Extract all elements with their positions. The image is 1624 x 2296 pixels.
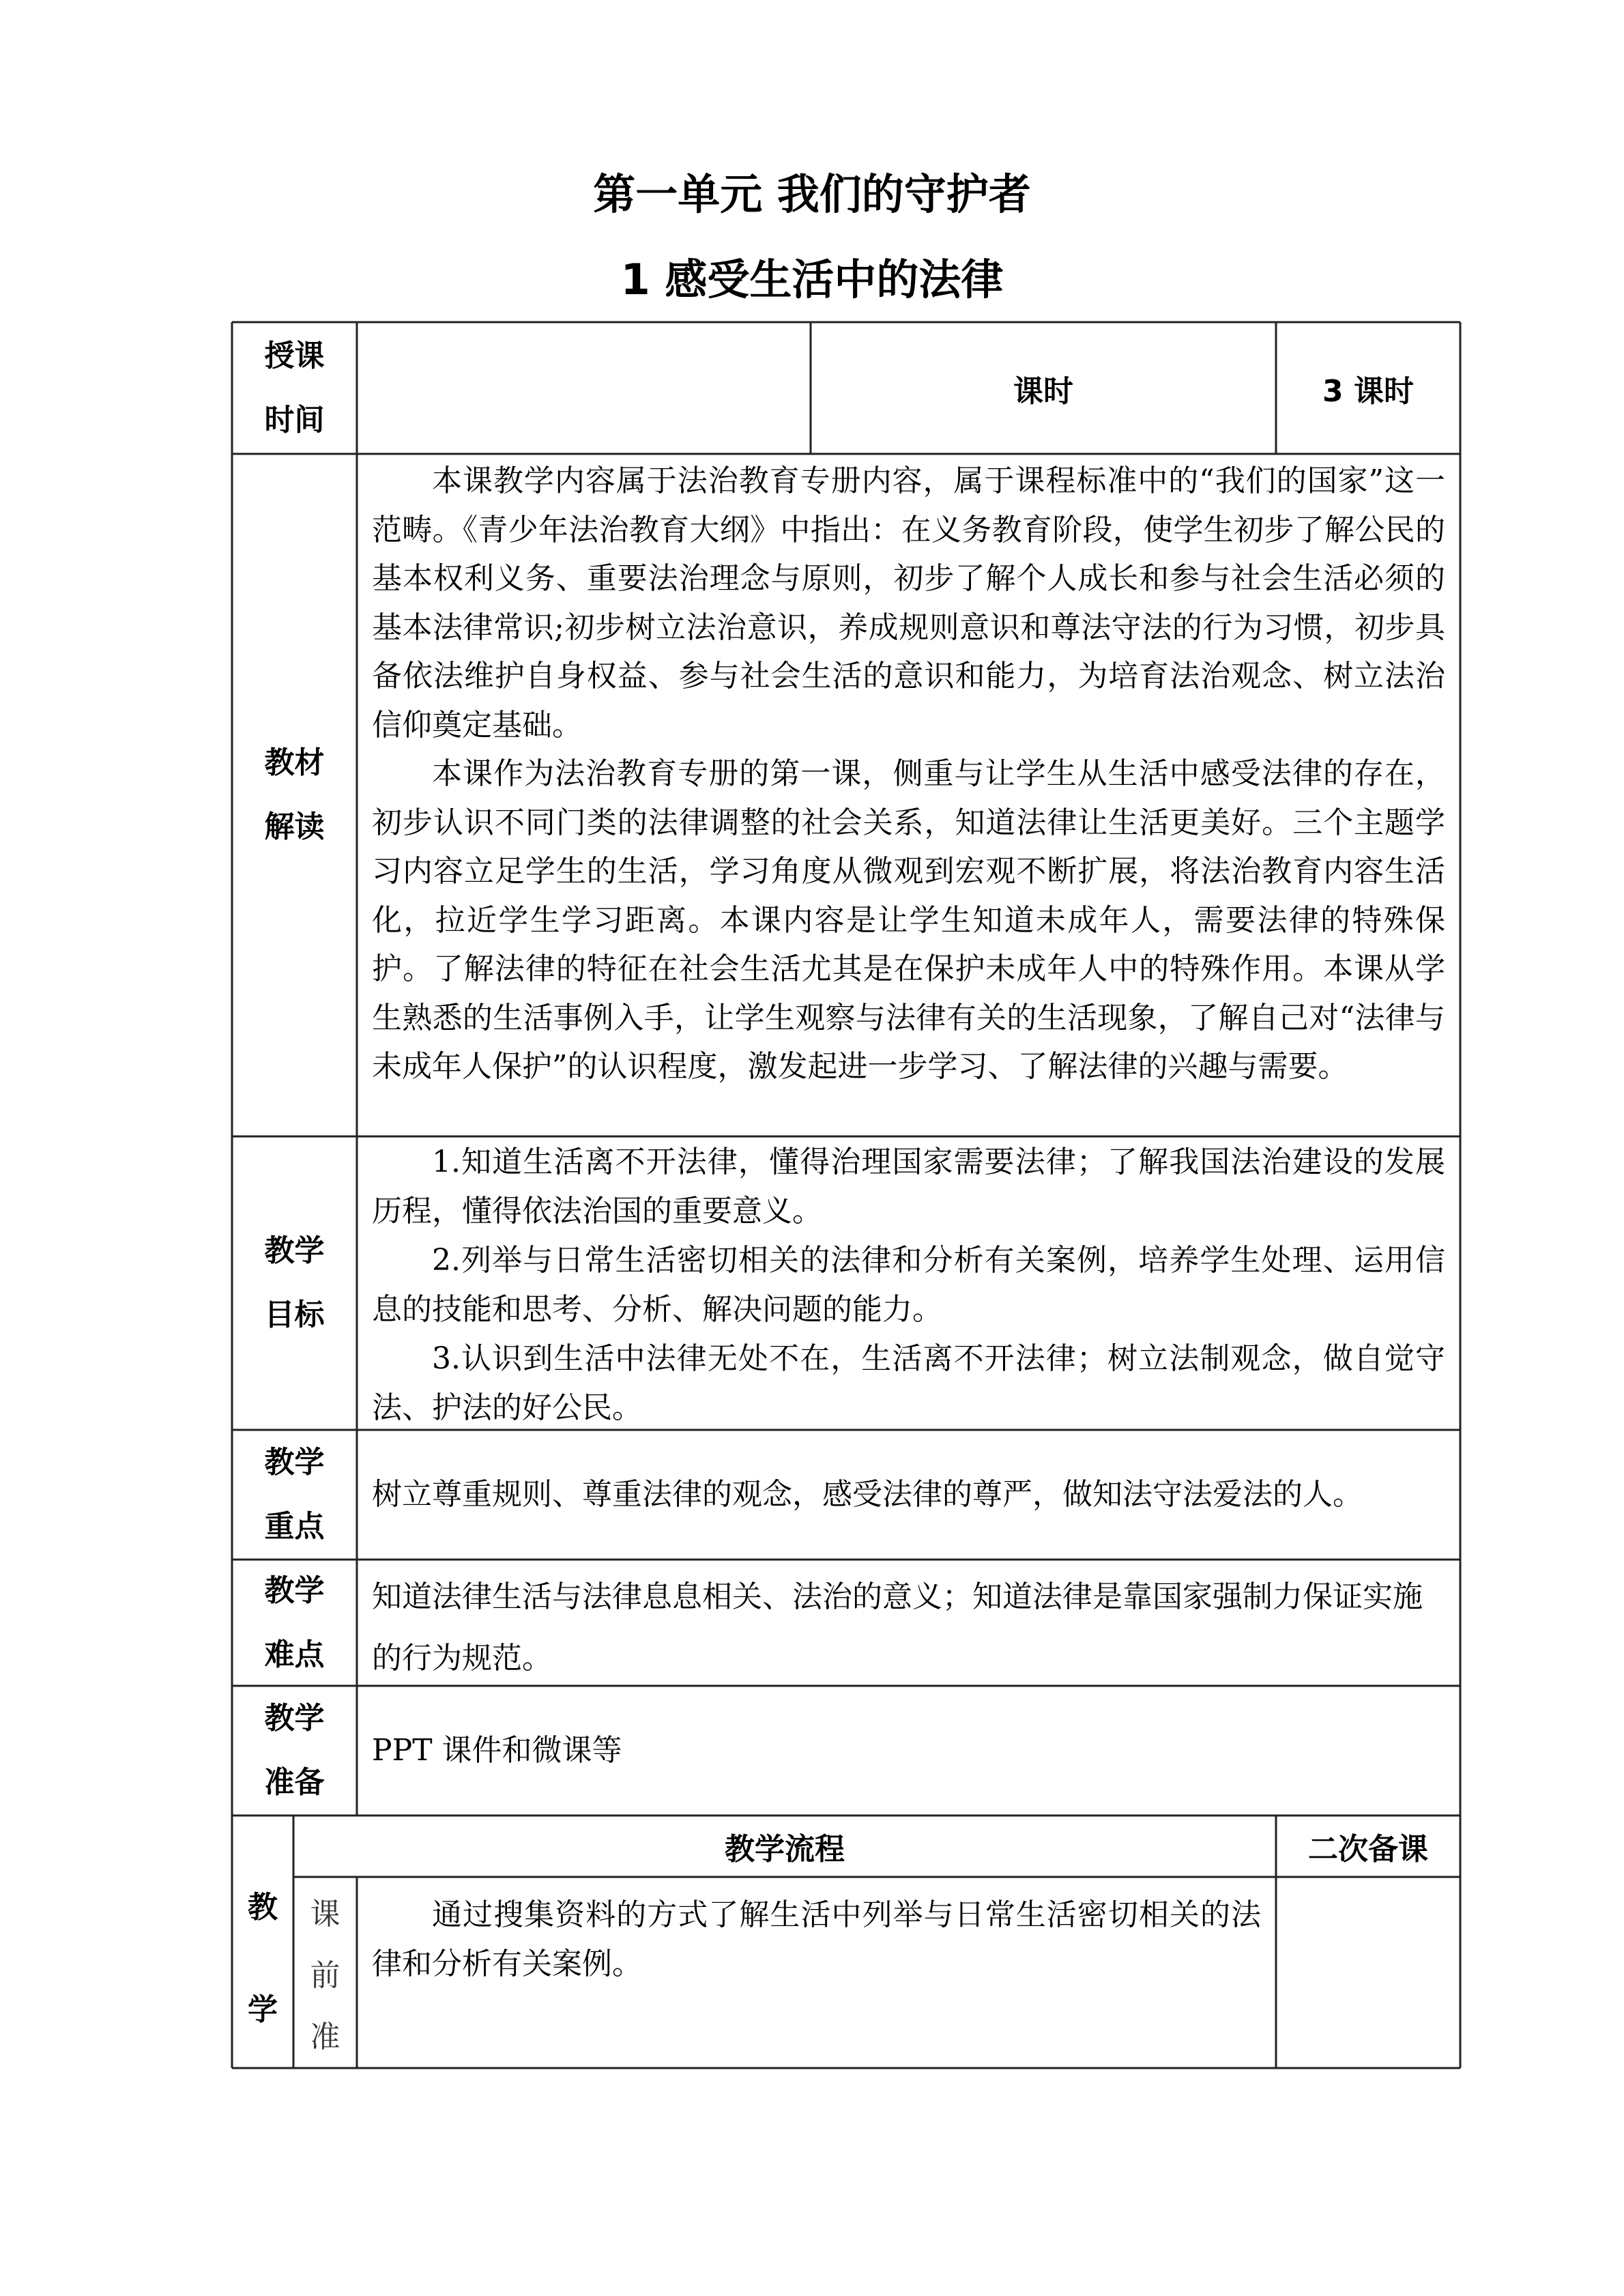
- goals-label-line-1: 教学: [264, 1233, 325, 1268]
- process-header: 教学流程: [725, 1832, 845, 1867]
- goal-item: 1.知道生活离不开法律，懂得治理国家需要法律；了解我国法治建设的发展历程，懂得依法治国的重要意义。: [372, 1145, 1445, 1229]
- key-points-label-line-2: 重点: [264, 1509, 325, 1544]
- stage-content: 通过搜集资料的方式了解生活中列举与日常生活密切相关的法律和分析有关案例。: [372, 1897, 1261, 1981]
- material-paragraph: 本课作为法治教育专册的第一课，侧重与让学生从生活中感受法律的存在，初步认识不同门类的法律调整的社会关系，知道法律让生活更美好。三个主题学习内容立足学生的生活，学习角度从微观到宏观不断扩展，将法治教育内容生活化，拉近学生学习距离。本课内容是让学生知道未成年人，需要法律的特殊保护。了解法律的特征在社会生活尤其是在保护未成年人中的特殊作用。本课从学生熟悉的生活事例入手，让学生观察与法律有关的生活现象，了解自己对“法律与未成年人保护”的认识程度，激发起进一步学习、了解法律的兴趣与需要。: [372, 756, 1445, 1084]
- stage-label-char: 前: [310, 1958, 340, 1993]
- lesson-title: 1 感受生活中的法律: [620, 255, 1004, 304]
- second-prep-cell: [1276, 1877, 1460, 2068]
- difficulties-label: [232, 1560, 357, 1686]
- material-text: [357, 454, 1460, 1136]
- preparation-label-line-1: 教学: [264, 1701, 325, 1736]
- difficulties-label-line-2: 难点: [264, 1637, 325, 1672]
- unit-title: 第一单元 我们的守护者: [593, 169, 1031, 219]
- process-outer-label-char: 教: [248, 1890, 278, 1925]
- second-prep-header: 二次备课: [1308, 1832, 1428, 1867]
- time-label: [232, 322, 357, 454]
- material-label-line-2: 解读: [264, 809, 325, 844]
- stage-text: [357, 1877, 1276, 2068]
- hours-label: 课时: [1013, 373, 1073, 409]
- preparation-content: PPT 课件和微课等: [372, 1733, 622, 1768]
- key-points-text: [357, 1430, 1460, 1560]
- goal-item: 3.认识到生活中法律无处不在，生活离不开法律；树立法制观念，做自觉守法、护法的好公民。: [372, 1341, 1445, 1425]
- time-label-line-1: 授课: [264, 338, 325, 373]
- preparation-label: [232, 1686, 357, 1816]
- preparation-text: [357, 1686, 1460, 1816]
- difficulties-content: 知道法律生活与法律息息相关、法治的意义；知道法律是靠国家强制力保证实施的行为规范。: [372, 1579, 1423, 1676]
- time-value-cell: [357, 322, 811, 454]
- key-points-label: [232, 1430, 357, 1560]
- material-label: [232, 454, 357, 1136]
- hours-value: 3 课时: [1322, 373, 1414, 409]
- goals-label: [232, 1136, 357, 1430]
- goals-label-line-2: 目标: [264, 1297, 325, 1332]
- key-points-content: 树立尊重规则、尊重法律的观念，感受法律的尊严，做知法守法爱法的人。: [372, 1477, 1363, 1512]
- stage-label-char: 准: [310, 2020, 340, 2054]
- stage-label-char: 课: [310, 1897, 340, 1932]
- goal-item: 2.列举与日常生活密切相关的法律和分析有关案例，培养学生处理、运用信息的技能和思考、分析、解决问题的能力。: [372, 1243, 1445, 1327]
- material-paragraph: 本课教学内容属于法治教育专册内容，属于课程标准中的“我们的国家”这一范畴。《青少年法治教育大纲》中指出：在义务教育阶段，使学生初步了解公民的基本权利义务、重要法治理念与原则，初步了解个人成长和参与社会生活必须的基本法律常识;初步树立法治意识，养成规则意识和尊法守法的行为习惯，初步具备依法维护自身权益、参与社会生活的意识和能力，为培育法治观念、树立法治信仰奠定基础。: [372, 463, 1445, 743]
- time-label-line-2: 时间: [264, 402, 325, 437]
- preparation-label-line-2: 准备: [264, 1765, 325, 1800]
- material-label-line-1: 教材: [264, 745, 325, 780]
- difficulties-text: [357, 1560, 1460, 1686]
- key-points-label-line-1: 教学: [264, 1445, 325, 1480]
- goals-text: [357, 1136, 1460, 1430]
- process-outer-label-char: 学: [248, 1992, 278, 2027]
- process-outer-label: [232, 1816, 293, 2068]
- stage-label: [293, 1877, 357, 2068]
- difficulties-label-line-1: 教学: [264, 1573, 325, 1608]
